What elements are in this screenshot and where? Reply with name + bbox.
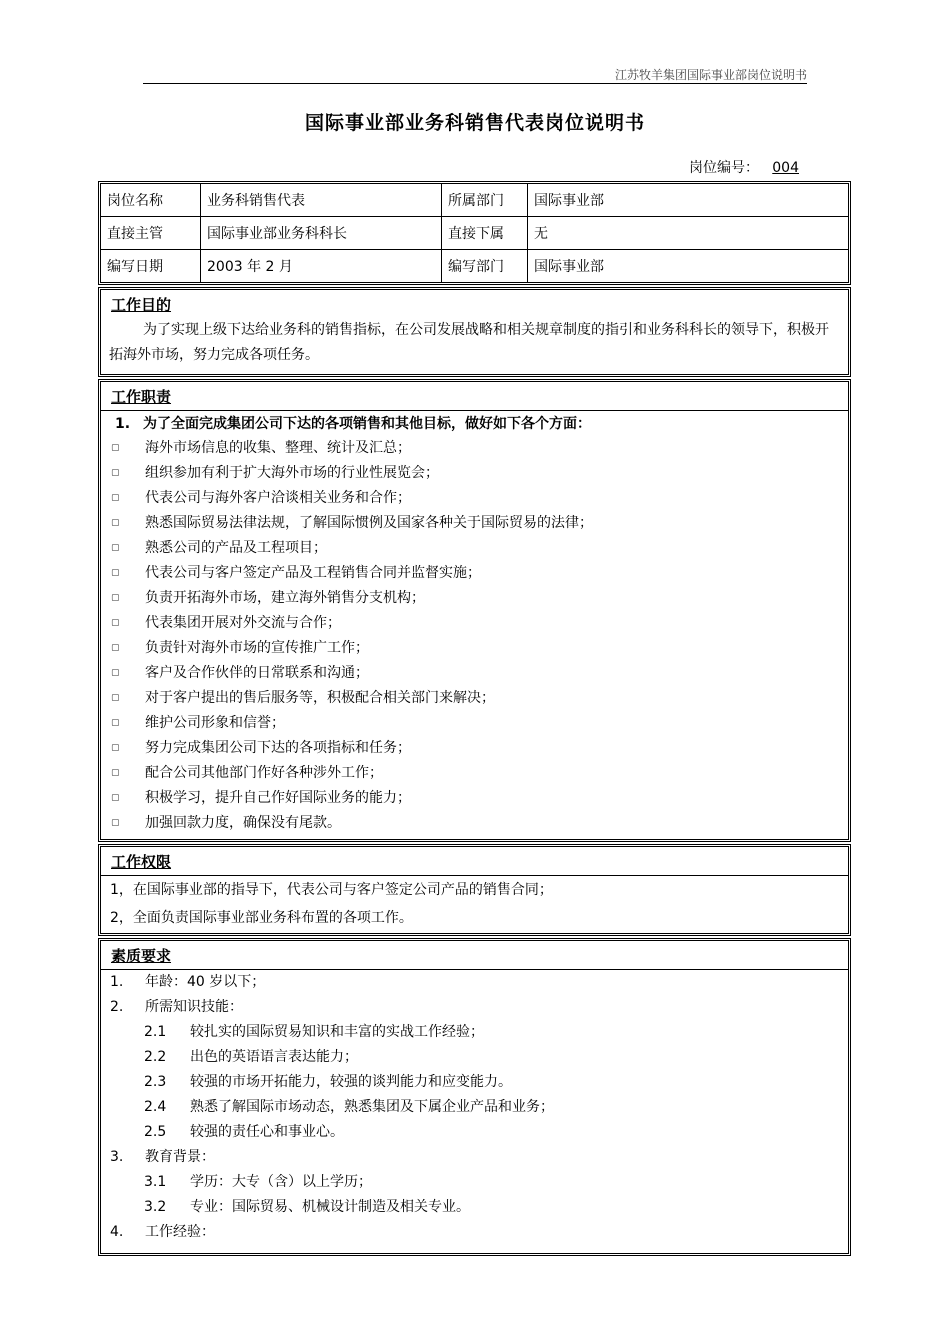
list-item-text: 努力完成集团公司下达的各项指标和任务； xyxy=(145,740,411,756)
item-text: 较强的市场开拓能力，较强的谈判能力和应变能力。 xyxy=(190,1074,512,1090)
item-text: 年龄：40 岁以下； xyxy=(145,974,266,990)
list-item xyxy=(101,461,848,486)
square-bullet-icon: ▢ xyxy=(111,443,120,453)
item-text: 熟悉了解国际市场动态，熟悉集团及下属企业产品和业务； xyxy=(190,1099,554,1115)
square-bullet-icon: ▢ xyxy=(111,593,120,603)
basic-info-table xyxy=(101,184,848,282)
square-bullet-icon: ▢ xyxy=(111,718,120,728)
item-number: 2.1 xyxy=(144,1024,167,1040)
item-number: 2.2 xyxy=(144,1049,167,1065)
list-item xyxy=(101,1220,848,1245)
list-item-text: 负责开拓海外市场，建立海外销售分支机构； xyxy=(145,590,425,606)
square-bullet-icon: ▢ xyxy=(111,493,120,503)
list-item xyxy=(101,1145,848,1170)
list-item xyxy=(101,736,848,761)
list-item-text: 组织参加有利于扩大海外市场的行业性展览会； xyxy=(145,465,439,481)
list-item xyxy=(101,636,848,661)
list-item xyxy=(101,761,848,786)
info-label-department: 所属部门 xyxy=(442,184,528,217)
square-bullet-icon: ▢ xyxy=(111,743,120,753)
square-bullet-icon: ▢ xyxy=(111,543,120,553)
list-item-text: 客户及合作伙伴的日常联系和沟通； xyxy=(145,665,369,681)
info-row xyxy=(101,217,848,250)
info-label-position: 岗位名称 xyxy=(101,184,201,217)
item-text: 工作经验： xyxy=(145,1224,215,1240)
square-bullet-icon: ▢ xyxy=(111,518,120,528)
list-item-text: 配合公司其他部门作好各种涉外工作； xyxy=(145,765,383,781)
qualification-section xyxy=(98,938,851,1256)
square-bullet-icon: ▢ xyxy=(111,793,120,803)
item-text: 出色的英语语言表达能力； xyxy=(190,1049,358,1065)
info-value-author-dept: 国际事业部 xyxy=(528,250,849,283)
info-value-subordinate: 无 xyxy=(528,217,849,250)
list-item xyxy=(101,611,848,636)
square-bullet-icon: ▢ xyxy=(111,818,120,828)
info-value-date: 2003 年 2 月 xyxy=(201,250,442,283)
running-header: 江苏牧羊集团国际事业部岗位说明书 xyxy=(614,68,807,82)
square-bullet-icon: ▢ xyxy=(111,468,120,478)
item-number: 3. xyxy=(110,1149,124,1165)
square-bullet-icon: ▢ xyxy=(111,618,120,628)
item-number: 2.4 xyxy=(144,1099,167,1115)
square-bullet-icon: ▢ xyxy=(111,668,120,678)
list-item xyxy=(101,1195,848,1220)
qualification-title: 素质要求 xyxy=(101,941,848,970)
duties-subtitle-number: 1. xyxy=(115,416,131,432)
item-text: 较强的责任心和事业心。 xyxy=(190,1124,344,1140)
list-item-text: 维护公司形象和信誉； xyxy=(145,715,285,731)
list-item-text: 对于客户提出的售后服务等，积极配合相关部门来解决； xyxy=(145,690,495,706)
list-item xyxy=(101,1120,848,1145)
info-label-supervisor: 直接主管 xyxy=(101,217,201,250)
post-number-value: 004 xyxy=(772,160,799,176)
duties-list xyxy=(101,436,848,836)
info-label-author-dept: 编写部门 xyxy=(442,250,528,283)
duties-subtitle-text: 为了全面完成集团公司下达的各项销售和其他目标，做好如下各个方面： xyxy=(143,416,591,432)
info-row xyxy=(101,250,848,283)
item-number: 3.1 xyxy=(144,1174,167,1190)
list-item-text: 负责针对海外市场的宣传推广工作； xyxy=(145,640,369,656)
list-item xyxy=(101,970,848,995)
item-number: 2.3 xyxy=(144,1074,167,1090)
list-item xyxy=(101,536,848,561)
list-item xyxy=(101,436,848,461)
square-bullet-icon: ▢ xyxy=(111,643,120,653)
list-item xyxy=(101,561,848,586)
post-number-label: 岗位编号： xyxy=(689,160,759,176)
info-value-position: 业务科销售代表 xyxy=(201,184,442,217)
list-item xyxy=(101,486,848,511)
list-item xyxy=(101,1095,848,1120)
info-value-supervisor: 国际事业部业务科科长 xyxy=(201,217,442,250)
list-item xyxy=(101,511,848,536)
purpose-section xyxy=(98,287,851,377)
square-bullet-icon: ▢ xyxy=(111,768,120,778)
post-number xyxy=(689,157,799,177)
duties-subtitle xyxy=(101,411,848,436)
list-item-text: 熟悉国际贸易法律法规，了解国际惯例及国家各种关于国际贸易的法律； xyxy=(145,515,593,531)
authority-title: 工作权限 xyxy=(101,847,848,876)
list-item-text: 代表公司与海外客户洽谈相关业务和合作； xyxy=(145,490,411,506)
list-item-text: 海外市场信息的收集、整理、统计及汇总； xyxy=(145,440,411,456)
list-item xyxy=(101,811,848,836)
list-item-text: 代表集团开展对外交流与合作； xyxy=(145,615,341,631)
list-item-text: 积极学习，提升自己作好国际业务的能力； xyxy=(145,790,411,806)
item-number: 1. xyxy=(110,974,124,990)
item-text: 较扎实的国际贸易知识和丰富的实战工作经验； xyxy=(190,1024,484,1040)
header-rule xyxy=(143,83,807,84)
list-item xyxy=(101,1020,848,1045)
list-item-text: 加强回款力度，确保没有尾款。 xyxy=(145,815,341,831)
list-item: 1，在国际事业部的指导下，代表公司与客户签定公司产品的销售合同； xyxy=(110,882,553,898)
list-item xyxy=(101,1045,848,1070)
list-item xyxy=(101,1170,848,1195)
info-label-date: 编写日期 xyxy=(101,250,201,283)
item-text: 专业：国际贸易、机械设计制造及相关专业。 xyxy=(190,1199,470,1215)
item-number: 2. xyxy=(110,999,124,1015)
info-label-subordinate: 直接下属 xyxy=(442,217,528,250)
square-bullet-icon: ▢ xyxy=(111,693,120,703)
list-item xyxy=(101,786,848,811)
basic-info-box xyxy=(98,181,851,285)
list-item xyxy=(101,995,848,1020)
info-value-department: 国际事业部 xyxy=(528,184,849,217)
item-number: 3.2 xyxy=(144,1199,167,1215)
list-item xyxy=(101,711,848,736)
item-number: 4. xyxy=(110,1224,124,1240)
list-item-text: 熟悉公司的产品及工程项目； xyxy=(145,540,327,556)
item-text: 教育背景： xyxy=(145,1149,215,1165)
list-item xyxy=(101,1070,848,1095)
item-number: 2.5 xyxy=(144,1124,167,1140)
list-item xyxy=(101,586,848,611)
purpose-text: 为了实现上级下达给业务科的销售指标，在公司发展战略和相关规章制度的指引和业务科科长的领导下，积极开拓海外市场，努力完成各项任务。 xyxy=(109,322,829,363)
square-bullet-icon: ▢ xyxy=(111,568,120,578)
purpose-title: 工作目的 xyxy=(111,296,172,314)
list-item xyxy=(101,686,848,711)
document-title: 国际事业部业务科销售代表岗位说明书 xyxy=(304,112,645,134)
info-row xyxy=(101,184,848,217)
authority-section xyxy=(98,844,851,936)
duties-section xyxy=(98,379,851,842)
list-item xyxy=(101,661,848,686)
duties-title: 工作职责 xyxy=(101,382,848,411)
list-item-text: 代表公司与客户签定产品及工程销售合同并监督实施； xyxy=(145,565,481,581)
list-item: 2，全面负责国际事业部业务科布置的各项工作。 xyxy=(110,910,413,926)
item-text: 学历：大专（含）以上学历； xyxy=(190,1174,372,1190)
item-text: 所需知识技能： xyxy=(145,999,243,1015)
